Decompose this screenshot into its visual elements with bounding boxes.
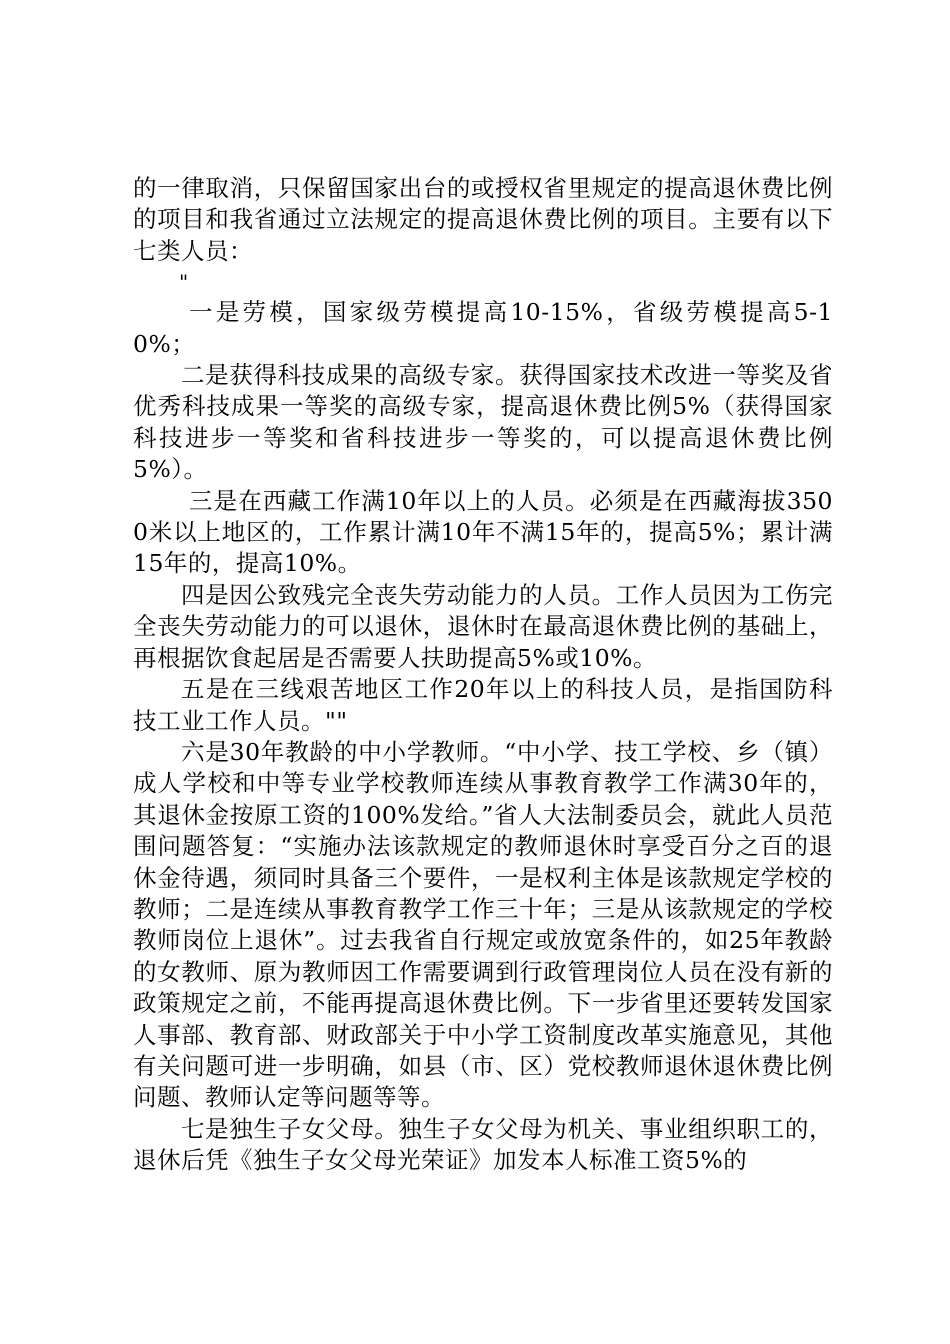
paragraph-item-2: 二是获得科技成果的高级专家。获得国家技术改进一等奖及省优秀科技成果一等奖的高级专家，提高退休费比例5%（获得国家科技进步一等奖和省科技进步一等奖的，可以提高退休费比例5%）。	[133, 361, 833, 484]
paragraph-item-1: 一是劳模，国家级劳模提高10-15%，省级劳模提高5-10%；	[133, 298, 833, 358]
paragraph-item-4: 四是因公致残完全丧失劳动能力的人员。工作人员因为工伤完全丧失劳动能力的可以退休，退休时在最高退休费比例的基础上，再根据饮食起居是否需要人扶助提高5%或10%。	[133, 580, 833, 672]
paragraph-item-5: 五是在三线艰苦地区工作20年以上的科技人员，是指国防科技工业工作人员。""	[133, 675, 833, 735]
paragraph-intro: 的一律取消，只保留国家出台的或授权省里规定的提高退休费比例的项目和我省通过立法规定的提高退休费比例的项目。主要有以下七类人员：	[133, 174, 833, 265]
paragraph-item-3: 三是在西藏工作满10年以上的人员。必须是在西藏海拔3500米以上地区的，工作累计满10年不满15年的，提高5%；累计满15年的，提高10%。	[133, 486, 833, 578]
stray-quote-mark: "	[179, 270, 189, 295]
paragraph-item-6: 六是30年教龄的中小学教师。“中小学、技工学校、乡（镇）成人学校和中等专业学校教师连续从事教育教学工作满30年的，其退休金按原工资的100%发给。”省人大法制委员会，就此人员范围问题答复：“实施办法该款规定的教师退休时享受百分之百的退休金待遇，须同时具备三个要件，一是权利主体是该款规定学校的教师；二是连续从事教育教学工作三十年；三是从该款规定的学校教师岗位上退休”。过去我省自行规定或放宽条件的，如25年教龄的女教师、原为教师因工作需要调到行政管理岗位人员在没有新的政策规定之前，不能再提高退休费比例。下一步省里还要转发国家人事部、教育部、财政部关于中小学工资制度改革实施意见，其他有关问题可进一步明确，如县（市、区）党校教师退休退休费比例问题、教师认定等问题等等。	[133, 737, 833, 1112]
document-page	[133, 173, 833, 1177]
paragraph-item-7: 七是独生子女父母。独生子女父母为机关、事业组织职工的，退休后凭《独生子女父母光荣证》加发本人标准工资5%的	[133, 1114, 833, 1175]
